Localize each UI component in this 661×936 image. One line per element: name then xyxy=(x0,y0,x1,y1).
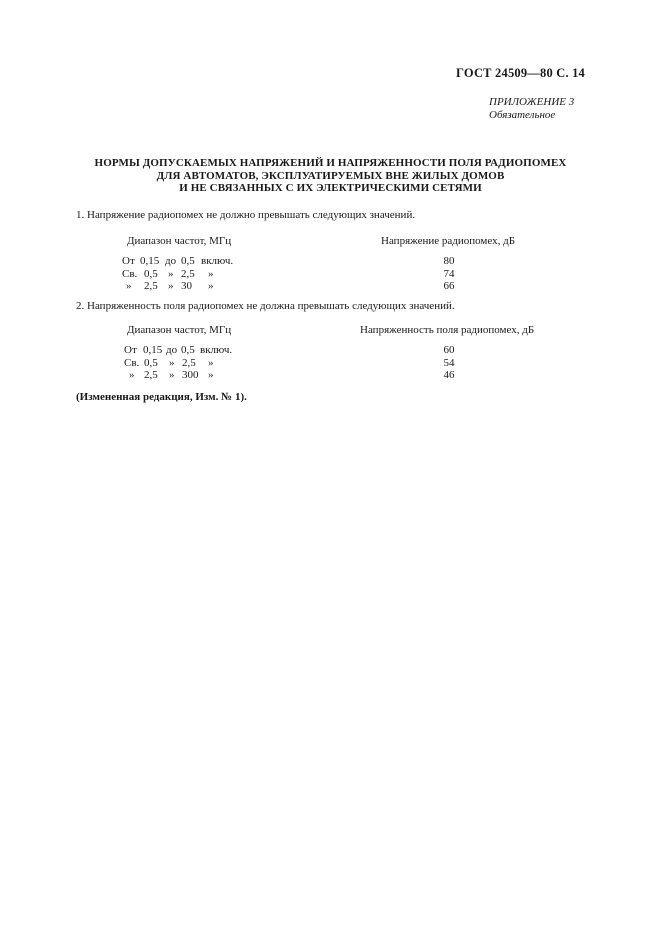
table-cell-value: 54 xyxy=(443,356,455,369)
table-cell-value: 66 xyxy=(443,280,455,292)
title-line-1: НОРМЫ ДОПУСКАЕМЫХ НАПРЯЖЕНИЙ И НАПРЯЖЕННОСТИ ПОЛЯ РАДИОПОМЕХ xyxy=(94,157,567,169)
table-row: От 0,15 до 0,5 включ. xyxy=(124,344,233,356)
table-cell-value: 80 xyxy=(443,255,455,267)
table-cell-value: 74 xyxy=(443,267,455,280)
section-2-col-value-header: Напряженность поля радиопомех, дБ xyxy=(360,324,535,336)
appendix-status: Обязательное xyxy=(489,109,556,121)
section-2-value-list xyxy=(434,344,464,382)
table-cell-value: 60 xyxy=(443,344,455,356)
section-2-col-range-header: Диапазон частот, МГц xyxy=(127,324,232,336)
table-row: » 2,5 » 300 » xyxy=(129,369,214,381)
amendment-note: (Измененная редакция, Изм. № 1). xyxy=(76,391,247,403)
title-line-3: И НЕ СВЯЗАННЫХ С ИХ ЭЛЕКТРИЧЕСКИМИ СЕТЯМИ xyxy=(179,182,482,194)
table-row: » 2,5 » 30 » xyxy=(126,280,214,292)
table-row: От 0,15 до 0,5 включ. xyxy=(122,255,234,267)
appendix-number: ПРИЛОЖЕНИЕ 3 xyxy=(489,96,575,108)
table-row: Св. 0,5 » 2,5 » xyxy=(122,267,214,280)
section-1-value-list xyxy=(434,255,464,293)
document-reference: ГОСТ 24509—80 С. 14 xyxy=(456,66,585,80)
title-line-2: ДЛЯ АВТОМАТОВ, ЭКСПЛУАТИРУЕМЫХ ВНЕ ЖИЛЫХ ДОМОВ xyxy=(156,169,505,182)
section-1-col-value-header: Напряжение радиопомех, дБ xyxy=(381,235,516,247)
appendix-label xyxy=(489,96,574,122)
section-2-text: 2. Напряженность поля радиопомех не должна превышать следующих значений. xyxy=(76,300,455,312)
section-2-range-list xyxy=(124,344,324,382)
section-1-col-range-header: Диапазон частот, МГц xyxy=(127,235,232,247)
section-1-range-list xyxy=(122,255,322,293)
table-cell-value: 46 xyxy=(443,369,455,381)
table-row: Св. 0,5 » 2,5 » xyxy=(124,356,214,369)
section-1-text: 1. Напряжение радиопомех не должно превышать следующих значений. xyxy=(76,209,416,221)
page-title xyxy=(0,157,661,195)
